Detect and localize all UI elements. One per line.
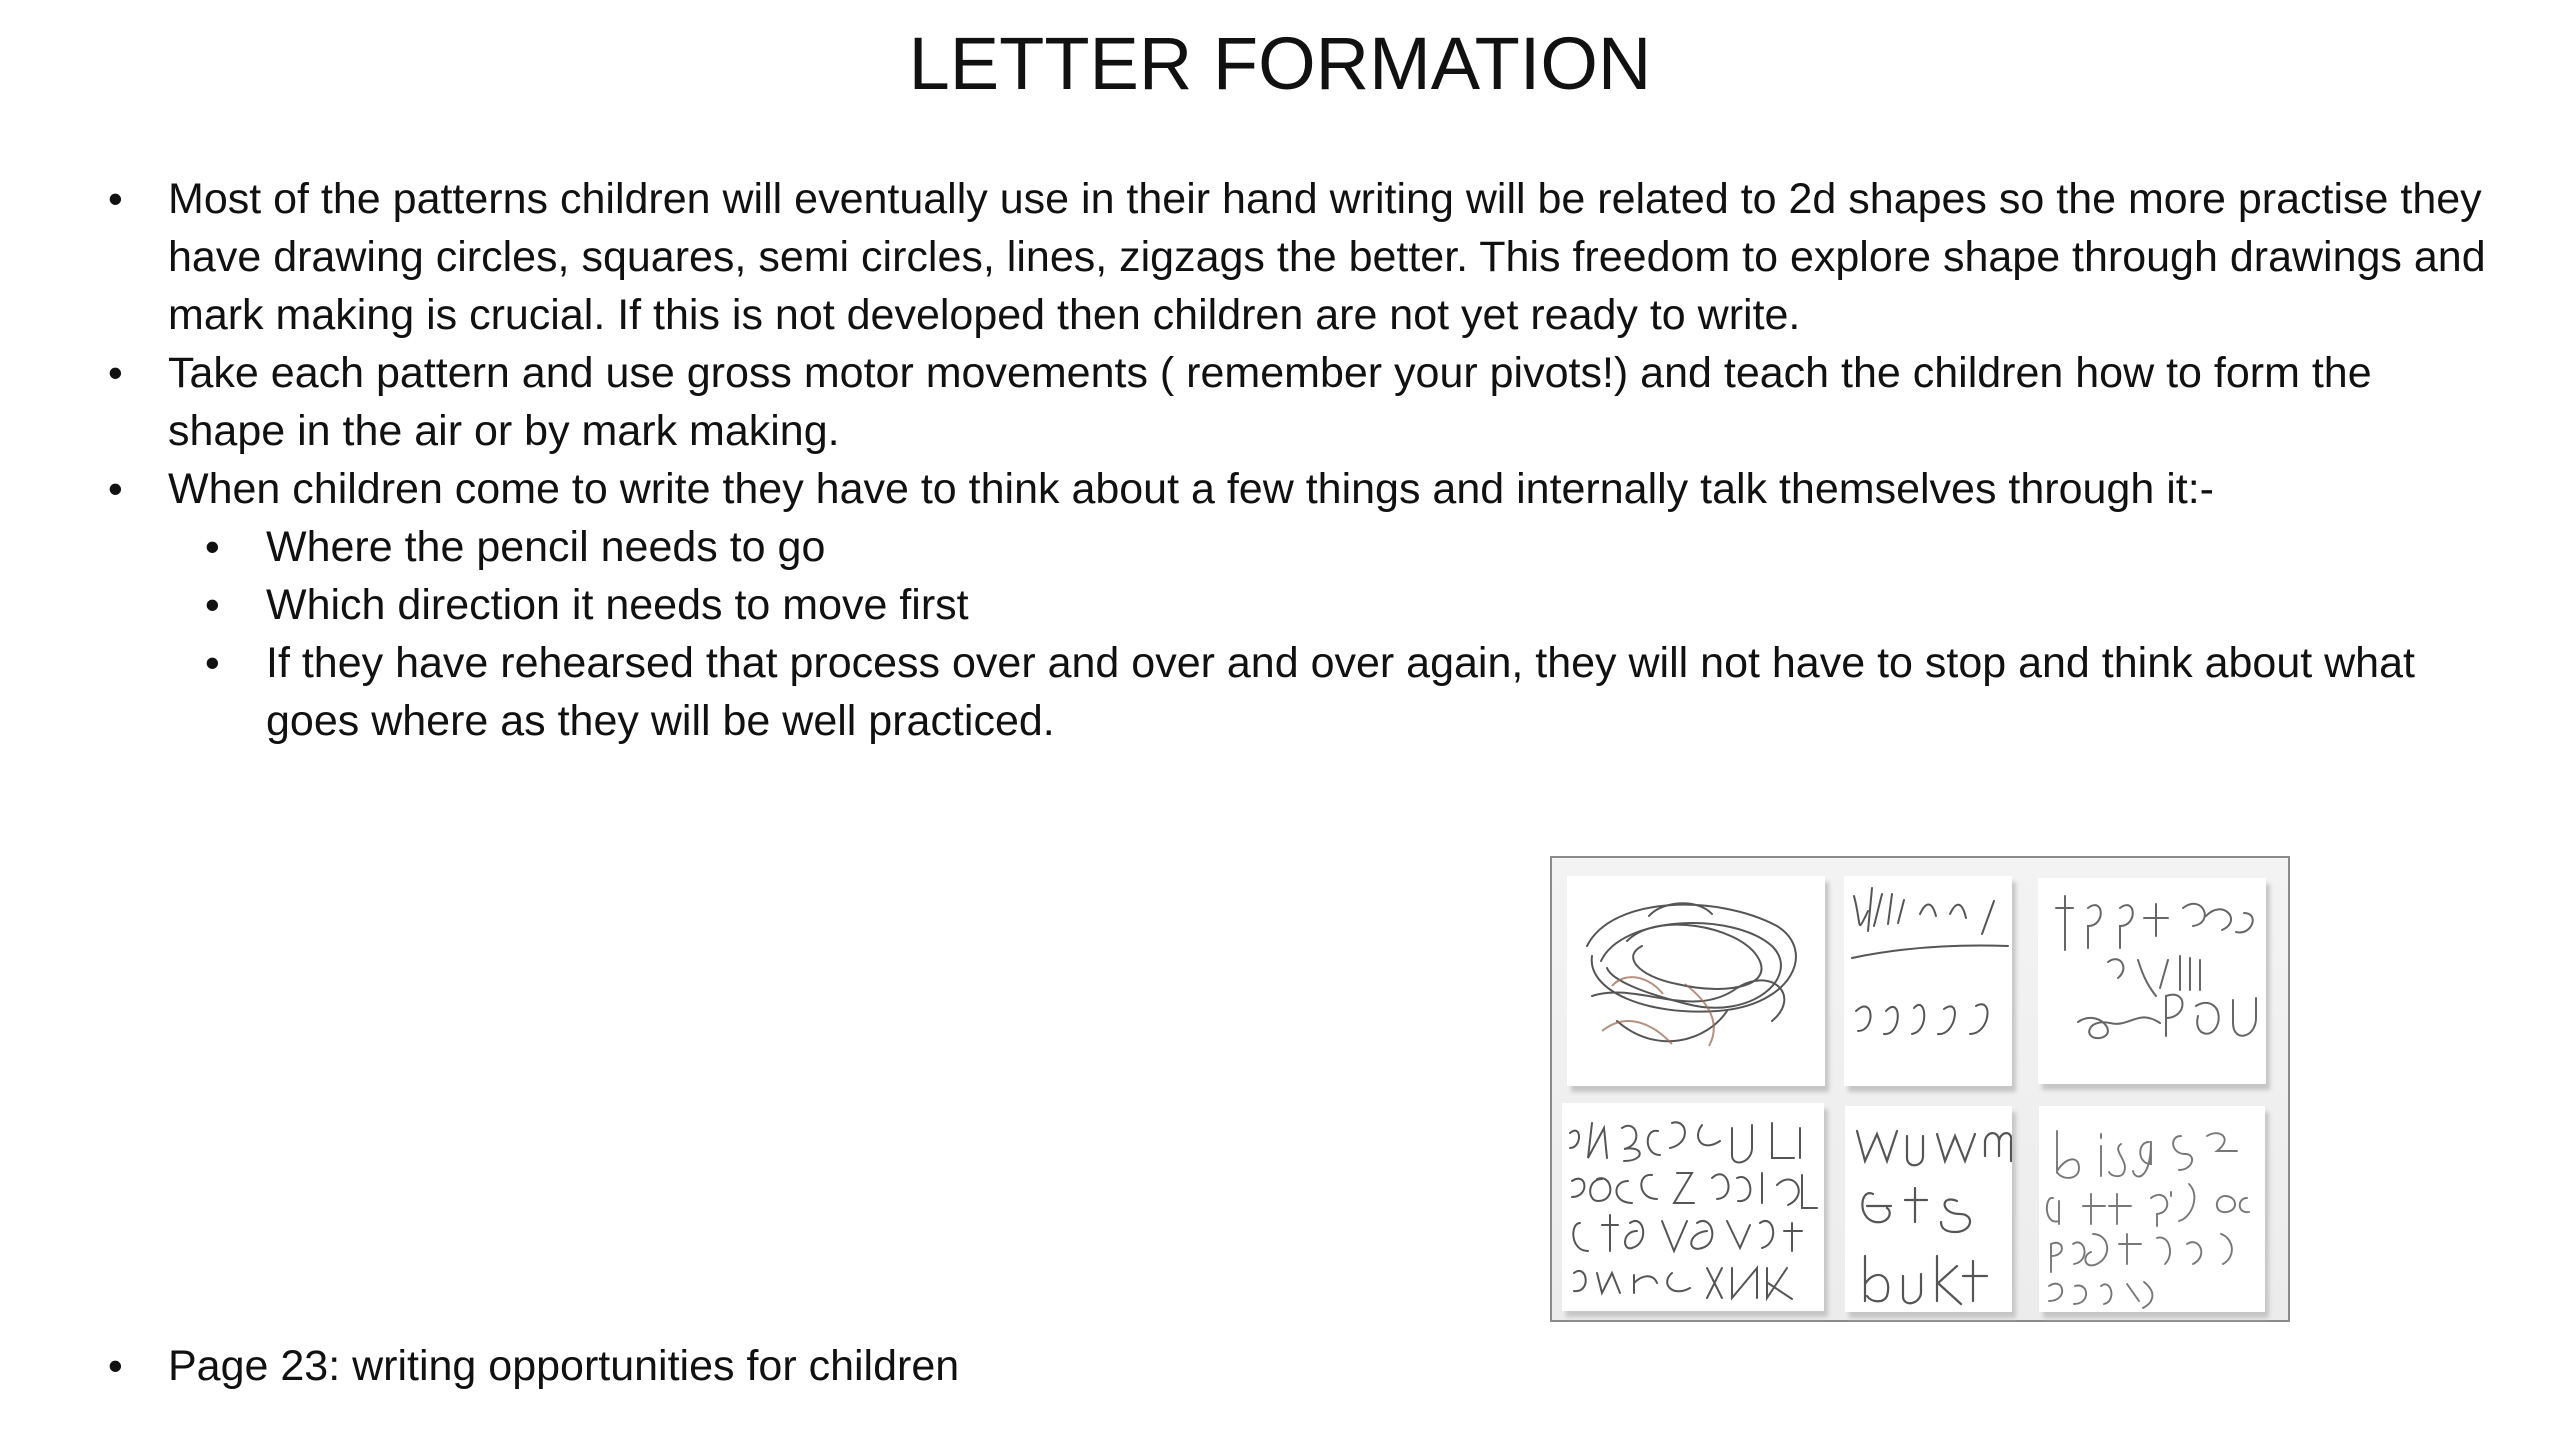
scribble-drawing	[1567, 876, 1825, 1086]
words-sample	[1845, 1106, 2012, 1312]
scribble-sample	[1567, 876, 1825, 1086]
sub-bullet-pencil: • Where the pencil needs to go	[100, 518, 2490, 576]
bullet-list	[100, 170, 2490, 750]
bullet-item-gross-motor: • Take each pattern and use gross motor movements ( remember your pivots!) and teach the children how to form the shape in the air or by mark making.	[100, 344, 2490, 460]
mixed-letters-drawing	[2039, 1106, 2265, 1312]
words-drawing	[1845, 1106, 2012, 1312]
sub-bullet-direction: • Which direction it needs to move first	[100, 576, 2490, 634]
marks-zigzag-drawing	[1844, 876, 2012, 1086]
early-letters-drawing	[2038, 878, 2266, 1084]
letter-strings-drawing	[1562, 1103, 1824, 1311]
mixed-letters-sample	[2039, 1106, 2265, 1312]
bullet-item-patterns: • Most of the patterns children will eventually use in their hand writing will be related to 2d shapes so the more practise they have drawing circles, squares, semi circles, lines, zigzags the better. This freedom to explore shape through drawings and mark making is crucial. If this is not developed then children are not yet ready to write.	[100, 170, 2490, 344]
marks-zigzag-sample	[1844, 876, 2012, 1086]
bullet-item-when-children-write: • When children come to write they have to think about a few things and internally talk themselves through it:-	[100, 460, 2490, 518]
early-letters-sample	[2038, 878, 2266, 1084]
slide-title: LETTER FORMATION	[908, 22, 1652, 105]
letter-strings-sample	[1562, 1103, 1824, 1311]
bottom-bullet-page-reference: • Page 23: writing opportunities for children	[100, 1337, 1168, 1395]
handwriting-samples-image	[1550, 856, 2290, 1322]
sub-bullet-rehearsed: • If they have rehearsed that process over and over and over again, they will not have to stop and think about what goes where as they will be well practiced.	[100, 634, 2490, 750]
